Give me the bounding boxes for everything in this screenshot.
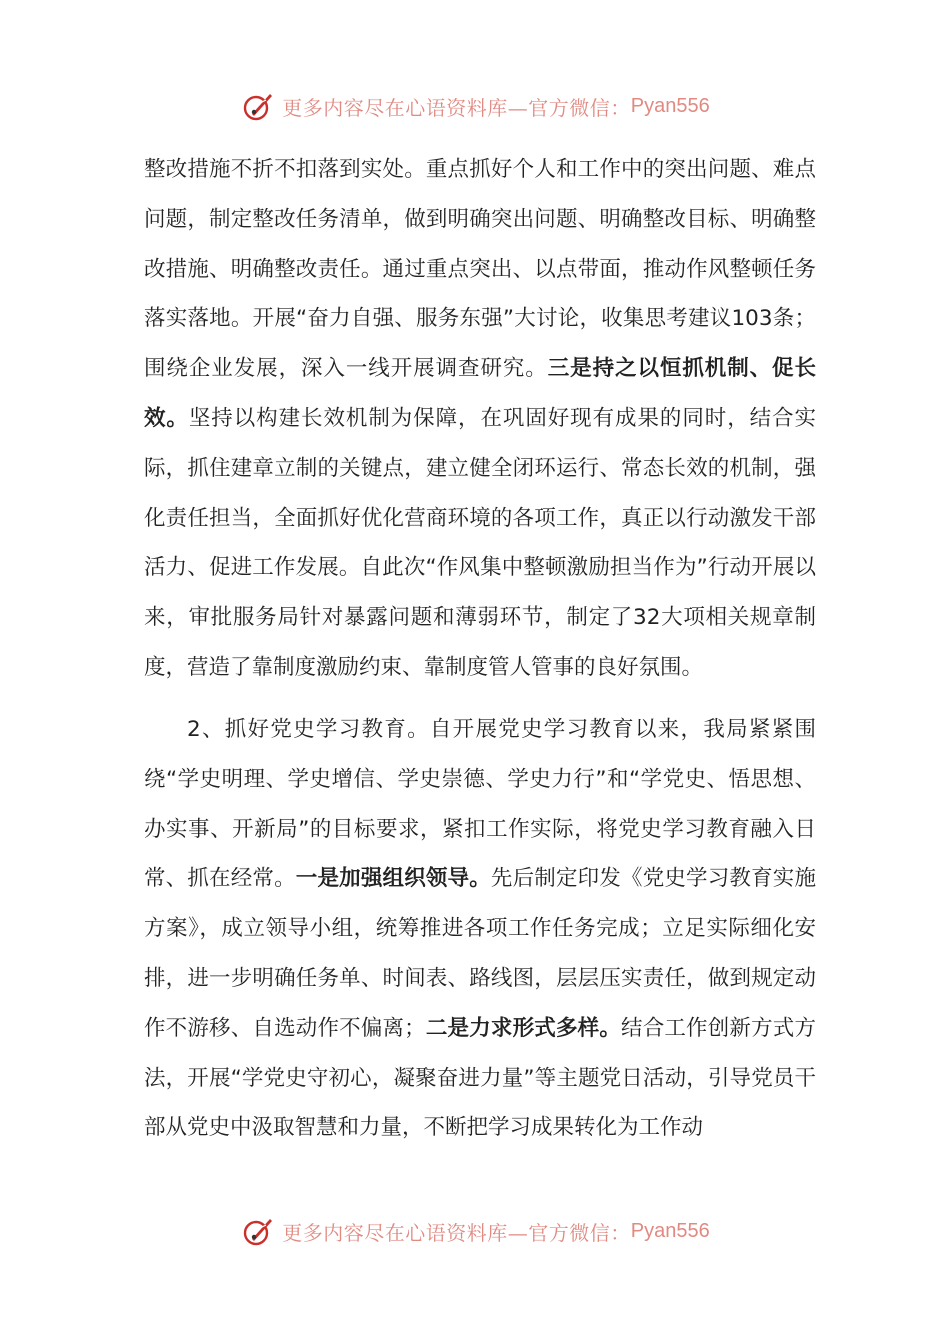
- paragraph-1-text-a: 整改措施不折不扣落到实处。重点抓好个人和工作中的突出问题、难点问题，制定整改任务清单，做到明确突出问题、明确整改目标、明确整改措施、明确整改责任。通过重点突出、以点带面，推动作风整顿任务落实落地。开展“奋力自强、服务东强”大讨论，收集思考建议103条；围绕企业发展，深入一线开展调查研究。: [144, 157, 816, 382]
- quill-pen-circle-icon: [240, 88, 276, 124]
- paragraph-2-text-b: 先后制定印发《党史学习教育实施方案》，成立领导小组，统筹推进各项工作任务完成；立足实际细化安排，进一步明确任务单、时间表、路线图，层层压实责任，做到规定动作不游移、自选动作不偏离；: [144, 866, 816, 1041]
- quill-pen-circle-icon: [240, 1213, 276, 1249]
- header-banner: [0, 84, 950, 128]
- footer-banner: [0, 1209, 950, 1253]
- footer-contact: Pyan556: [630, 1219, 710, 1242]
- footer-site-text: 更多内容尽在心语资料库—官方微信：: [282, 1220, 631, 1245]
- paragraph-2-text-a: 2、抓好党史学习教育。自开展党史学习教育以来，我局紧紧围绕“学史明理、学史增信、学史崇德、学史力行”和“学党史、悟思想、办实事、开新局”的目标要求，紧扣工作实际，将党史学习教育融入日常、抓在经常。: [144, 717, 816, 892]
- paragraph-1-bold-a: 三是持之以恒抓机制、促长效。: [144, 356, 816, 431]
- paragraph-2-bold-a: 一是加强组织领导。: [295, 866, 491, 892]
- paragraph-1: [144, 145, 816, 693]
- paragraph-2-text-c: 结合工作创新方式方法，开展“学党史守初心，凝聚奋进力量”等主题党日活动，引导党员干部从党史中汲取智慧和力量，不断把学习成果转化为工作动: [144, 1015, 816, 1141]
- paragraph-2: [144, 705, 816, 1153]
- banner-contact: Pyan556: [630, 94, 710, 117]
- banner-site-text: 更多内容尽在心语资料库—官方微信：: [282, 95, 631, 120]
- paragraph-2-bold-b: 二是力求形式多样。: [425, 1015, 622, 1041]
- paragraph-1-text-b: 坚持以构建长效机制为保障，在巩固好现有成果的同时，结合实际，抓住建章立制的关键点，建立健全闭环运行、常态长效的机制，强化责任担当，全面抓好优化营商环境的各项工作，真正以行动激发干部活力、促进工作发展。自此次“作风集中整顿激励担当作为”行动开展以来，审批服务局针对暴露问题和薄弱环节，制定了32大项相关规章制度，营造了靠制度激励约束、靠制度管人管事的良好氛围。: [144, 405, 816, 680]
